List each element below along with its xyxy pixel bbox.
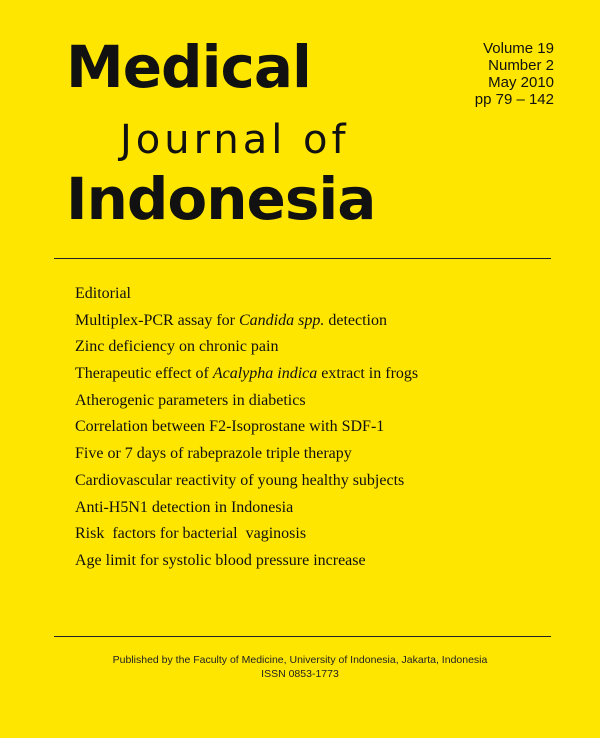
toc-item-text: Zinc deficiency on chronic pain — [75, 338, 279, 356]
toc-item-italic: Acalypha indica — [212, 365, 318, 383]
issue-date: May 2010 — [488, 74, 554, 91]
toc-item-text: Age limit for systolic blood pressure increase — [75, 551, 366, 569]
toc-item — [75, 308, 418, 335]
toc-item-text-after: extract in frogs — [317, 365, 419, 383]
toc-item-text: Editorial — [75, 285, 131, 302]
journal-title-indonesia: Indonesia — [66, 165, 376, 233]
toc-item-text: Cardiovascular reactivity of young healthy subjects — [75, 471, 405, 489]
toc-item — [75, 548, 418, 575]
issue-info — [475, 40, 554, 108]
journal-title-medical: Medical — [66, 33, 311, 101]
toc-item — [75, 334, 418, 361]
toc-item — [75, 388, 418, 415]
issue-number: Number 2 — [488, 57, 554, 74]
toc-item — [75, 468, 418, 495]
toc-item-italic: Candida spp. — [239, 311, 325, 329]
table-of-contents — [75, 281, 418, 575]
issue-volume: Volume 19 — [483, 40, 554, 57]
toc-item — [75, 281, 418, 308]
toc-item-text-after: detection — [324, 311, 387, 329]
publisher-line: Published by the Faculty of Medicine, University of Indonesia, Jakarta, Indonesia — [112, 654, 488, 666]
toc-item-text: Risk factors for bacterial vaginosis — [75, 525, 307, 543]
toc-item-text: Correlation between F2-Isoprostane with SDF-1 — [75, 418, 385, 436]
publisher-info — [0, 653, 600, 681]
toc-item-text: Atherogenic parameters in diabetics — [75, 391, 306, 409]
toc-item-text: Anti-H5N1 detection in Indonesia — [75, 498, 294, 516]
top-divider — [54, 258, 551, 259]
toc-item — [75, 441, 418, 468]
toc-item — [75, 361, 418, 388]
toc-item — [75, 495, 418, 522]
toc-item-text: Multiplex-PCR assay for — [75, 311, 239, 329]
bottom-divider — [54, 636, 551, 637]
toc-item — [75, 521, 418, 548]
journal-title-journal-of: Journal of — [120, 117, 350, 163]
toc-item-text: Five or 7 days of rabeprazole triple therapy — [75, 445, 352, 463]
toc-item — [75, 414, 418, 441]
issue-pages: pp 79 – 142 — [474, 91, 554, 108]
issn: ISSN 0853-1773 — [261, 668, 339, 680]
toc-item-text: Therapeutic effect of — [75, 365, 213, 383]
